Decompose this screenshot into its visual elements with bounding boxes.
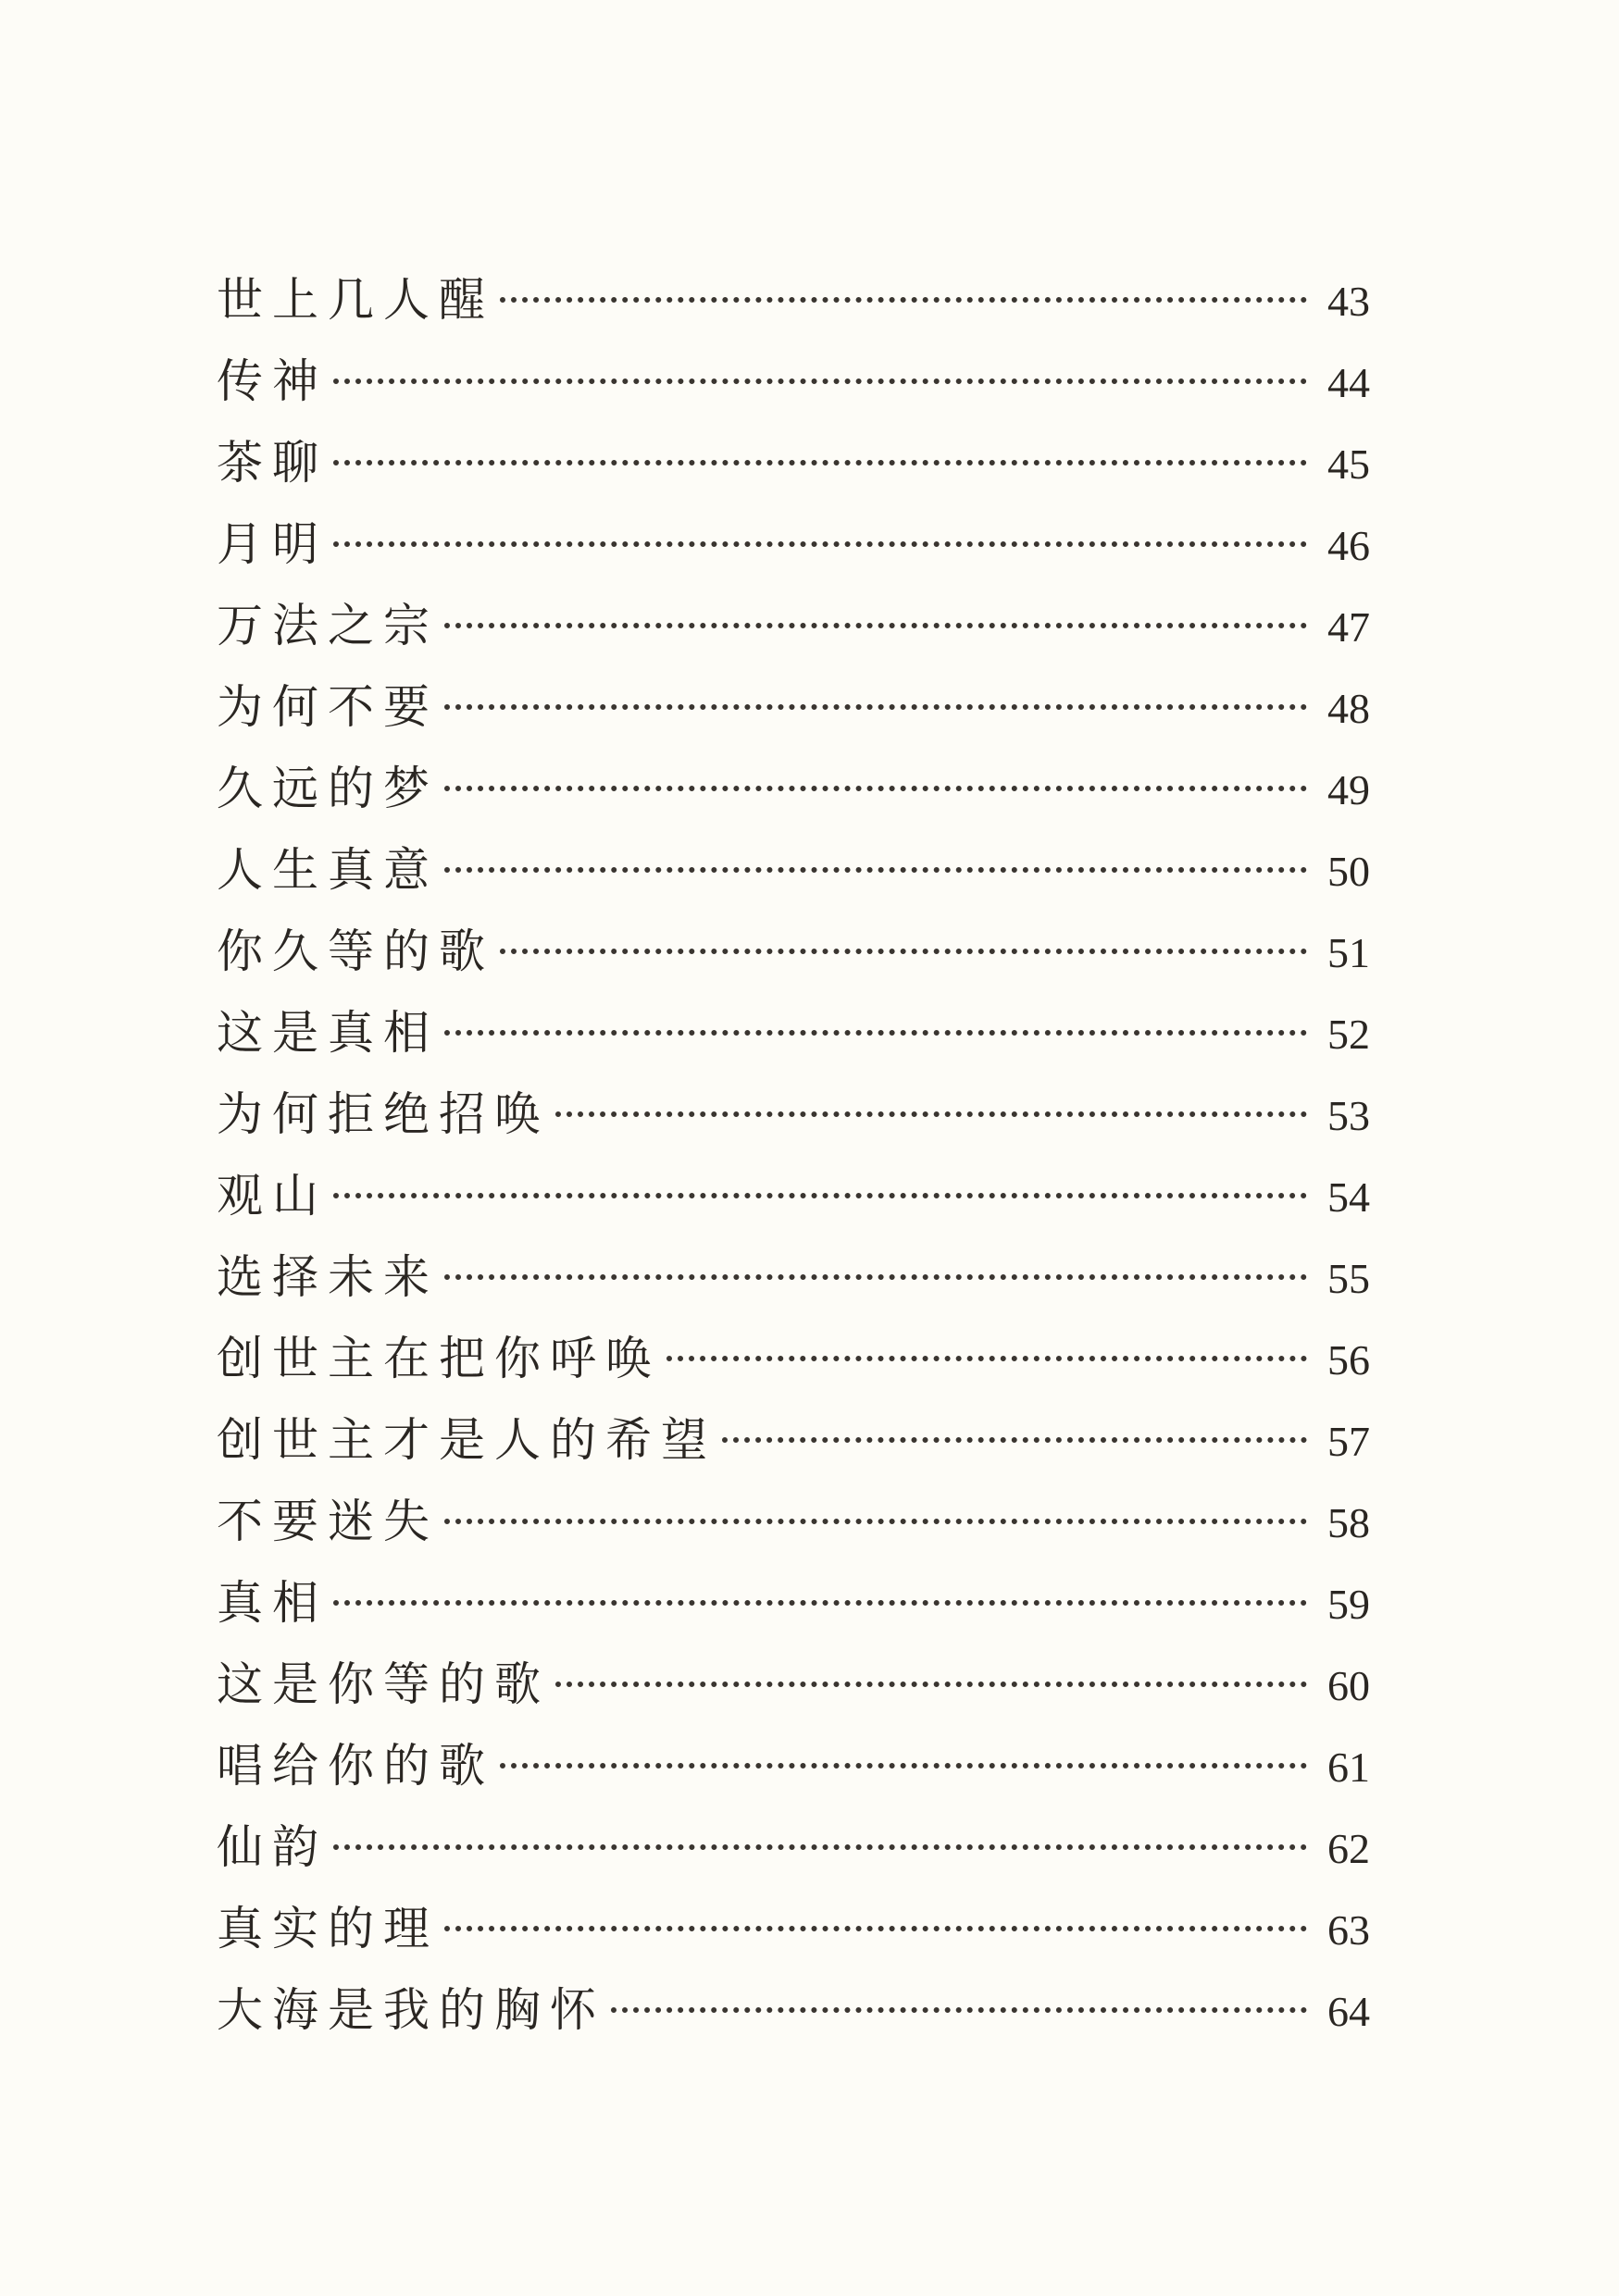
- toc-entry-page: 47: [1327, 603, 1370, 651]
- toc-dot-leader: [444, 786, 1307, 791]
- toc-entry-title: 仙韵: [217, 1820, 328, 1874]
- toc-entry[interactable]: [217, 992, 1370, 1074]
- toc-dot-leader: [444, 1519, 1307, 1524]
- toc-entry-page: 62: [1327, 1825, 1370, 1872]
- toc-entry-title: 创世主才是人的希望: [217, 1413, 716, 1467]
- toc-entry[interactable]: [217, 1725, 1370, 1806]
- toc-entry-page: 51: [1327, 929, 1370, 976]
- toc-entry-page: 55: [1327, 1255, 1370, 1302]
- toc-dot-leader: [500, 949, 1307, 954]
- toc-dot-leader: [444, 1274, 1307, 1280]
- toc-entry[interactable]: [217, 341, 1370, 422]
- toc-entry-title: 久远的梦: [217, 762, 439, 815]
- toc-dot-leader: [333, 1193, 1307, 1198]
- toc-entry-page: 46: [1327, 522, 1370, 569]
- toc-entry[interactable]: [217, 422, 1370, 503]
- toc-entry-page: 50: [1327, 848, 1370, 895]
- toc-dot-leader: [333, 379, 1307, 384]
- toc-entry[interactable]: [217, 503, 1370, 585]
- toc-dot-leader: [444, 867, 1307, 873]
- toc-entry[interactable]: [217, 829, 1370, 911]
- toc-entry-page: 61: [1327, 1744, 1370, 1791]
- toc-entry-page: 43: [1327, 278, 1370, 325]
- toc-entry-title: 创世主在把你呼唤: [217, 1332, 661, 1385]
- toc-entry-title: 月明: [217, 517, 328, 571]
- toc-entry-title: 茶聊: [217, 436, 328, 490]
- toc-entry[interactable]: [217, 1318, 1370, 1399]
- toc-entry-title: 不要迷失: [217, 1495, 439, 1548]
- toc-entry[interactable]: [217, 1155, 1370, 1236]
- toc-entry[interactable]: [217, 1806, 1370, 1888]
- toc-dot-leader: [666, 1356, 1307, 1361]
- toc-dot-leader: [555, 1111, 1307, 1117]
- toc-entry-page: 45: [1327, 441, 1370, 488]
- toc-entry-title: 真实的理: [217, 1902, 439, 1955]
- toc-entry-title: 为何不要: [217, 680, 439, 734]
- toc-dot-leader: [444, 704, 1307, 710]
- toc-entry[interactable]: [217, 1644, 1370, 1725]
- toc-entry[interactable]: [217, 1562, 1370, 1644]
- toc-entry-title: 传神: [217, 354, 328, 408]
- toc-entry-page: 57: [1327, 1418, 1370, 1465]
- toc-dot-leader: [555, 1682, 1307, 1687]
- table-of-contents: [217, 259, 1370, 2051]
- toc-dot-leader: [500, 297, 1307, 303]
- toc-entry-page: 64: [1327, 1988, 1370, 2035]
- toc-entry-page: 63: [1327, 1906, 1370, 1954]
- toc-entry-title: 这是你等的歌: [217, 1657, 550, 1711]
- toc-entry[interactable]: [217, 259, 1370, 341]
- toc-dot-leader: [722, 1437, 1307, 1443]
- toc-entry-page: 53: [1327, 1092, 1370, 1139]
- toc-dot-leader: [333, 460, 1307, 465]
- toc-entry-page: 59: [1327, 1581, 1370, 1628]
- toc-dot-leader: [444, 623, 1307, 628]
- toc-entry-title: 选择未来: [217, 1250, 439, 1304]
- toc-entry-title: 大海是我的胸怀: [217, 1983, 605, 2037]
- toc-entry[interactable]: [217, 1399, 1370, 1481]
- toc-entry-title: 观山: [217, 1169, 328, 1222]
- toc-entry[interactable]: [217, 1888, 1370, 1969]
- toc-entry-title: 唱给你的歌: [217, 1739, 494, 1793]
- toc-entry-page: 54: [1327, 1173, 1370, 1221]
- toc-entry[interactable]: [217, 1481, 1370, 1562]
- toc-entry[interactable]: [217, 911, 1370, 992]
- toc-entry-page: 49: [1327, 766, 1370, 813]
- toc-entry-title: 万法之宗: [217, 599, 439, 652]
- toc-entry-page: 56: [1327, 1336, 1370, 1384]
- toc-entry-page: 58: [1327, 1499, 1370, 1546]
- toc-entry[interactable]: [217, 585, 1370, 666]
- toc-entry[interactable]: [217, 666, 1370, 748]
- toc-entry[interactable]: [217, 748, 1370, 829]
- toc-entry-page: 52: [1327, 1011, 1370, 1058]
- toc-entry-title: 真相: [217, 1576, 328, 1630]
- toc-dot-leader: [500, 1763, 1307, 1769]
- toc-dot-leader: [444, 1926, 1307, 1931]
- toc-entry-title: 人生真意: [217, 843, 439, 897]
- toc-dot-leader: [333, 1600, 1307, 1606]
- toc-entry-title: 这是真相: [217, 1006, 439, 1060]
- toc-entry-page: 60: [1327, 1662, 1370, 1709]
- toc-dot-leader: [333, 1844, 1307, 1850]
- toc-entry[interactable]: [217, 1969, 1370, 2051]
- toc-entry-page: 44: [1327, 359, 1370, 406]
- toc-entry-title: 你久等的歌: [217, 925, 494, 978]
- toc-dot-leader: [333, 541, 1307, 547]
- toc-entry-title: 世上几人醒: [217, 273, 494, 327]
- toc-entry[interactable]: [217, 1236, 1370, 1318]
- toc-dot-leader: [611, 2007, 1307, 2013]
- toc-entry[interactable]: [217, 1074, 1370, 1155]
- toc-entry-page: 48: [1327, 685, 1370, 732]
- toc-entry-title: 为何拒绝招唤: [217, 1087, 550, 1141]
- toc-dot-leader: [444, 1030, 1307, 1036]
